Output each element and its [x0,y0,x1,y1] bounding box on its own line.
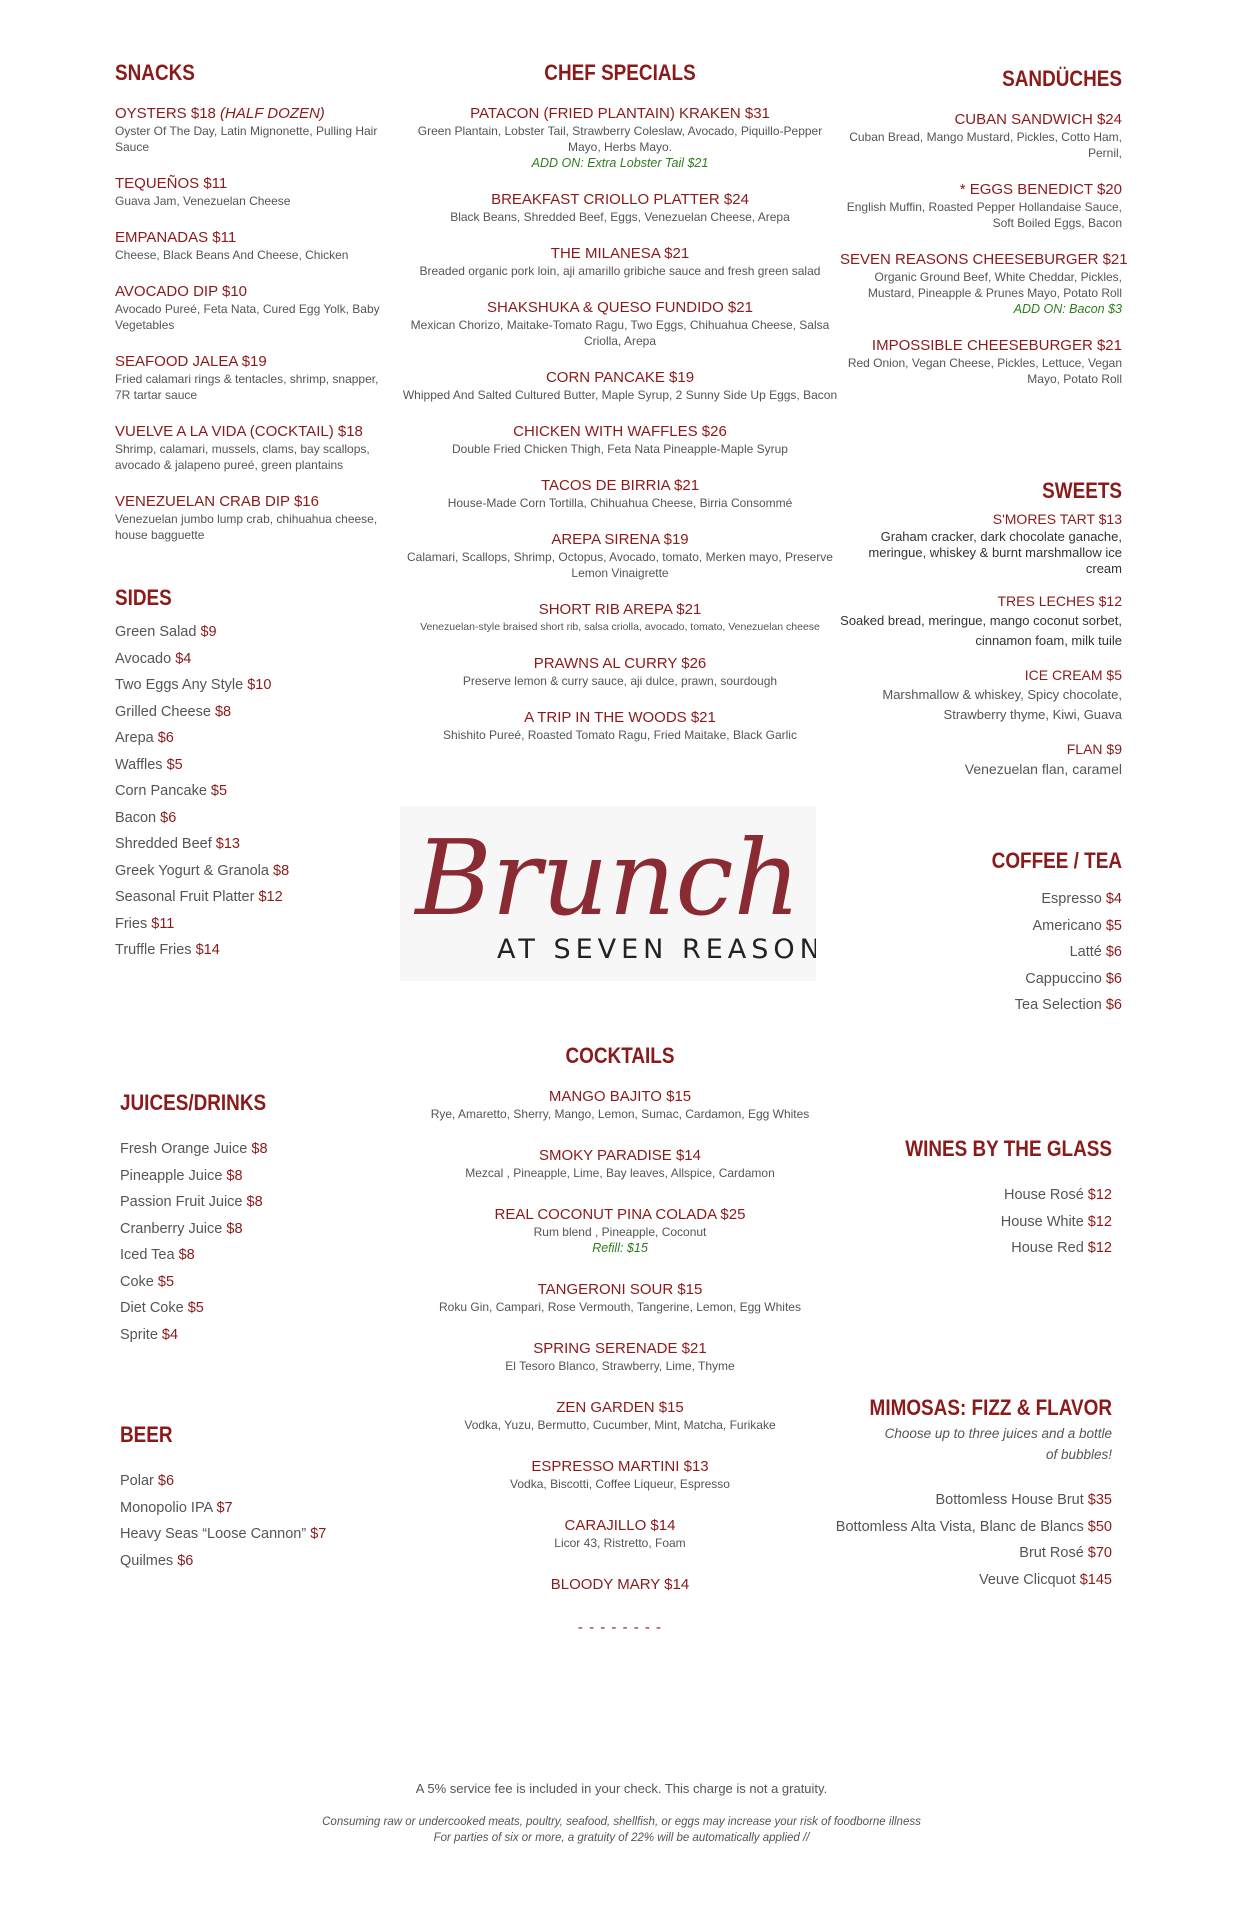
snack-name: OYSTERS $18 [115,105,221,122]
chef-specials-title: CHEF SPECIALS [544,60,696,85]
beer-section [120,1422,380,1574]
special-item [400,190,840,225]
chef-specials-list [400,104,840,743]
mimosa-item: Bottomless Alta Vista, Blanc de Blancs $50 [835,1518,1112,1535]
snacks-list [115,104,385,543]
side-item: Avocado $4 [115,650,192,667]
snack-desc: Fried calamari rings & tentacles, shrimp, snapper, 7R tartar sauce [115,372,379,402]
special-desc: Whipped And Salted Cultured Butter, Maple Syrup, 2 Sunny Side Up Eggs, Bacon [402,388,838,402]
side-item: Arepa $6 [115,730,174,746]
special-item [400,244,840,279]
juice-item: Diet Coke $5 [120,1300,204,1316]
cocktail-refill: Refill: $15 [592,1241,648,1255]
cocktail-desc: Rum blend , Pineapple, Coconut [533,1225,707,1239]
special-name: CHICKEN WITH WAFFLES $26 [513,423,727,440]
special-name: BREAKFAST CRIOLLO PLATTER $24 [491,191,749,208]
cocktail-item [400,1280,840,1315]
special-desc: Green Plantain, Lobster Tail, Strawberry Coleslaw, Avocado, Piquillo-Pepper Mayo, Herbs Mayo. [417,124,823,154]
sweets-list [840,510,1122,779]
sweet-desc: Graham cracker, dark chocolate ganache, meringue, whiskey & burnt marshmallow ice cream [868,529,1122,576]
cocktail-item [400,1398,840,1433]
sanduches-title: SANDÜCHES [1002,66,1122,91]
side-item: Fries $11 [115,915,175,932]
side-item: Waffles $5 [115,756,183,773]
cocktail-name: BLOODY MARY $14 [550,1576,690,1593]
coffee-list [880,886,1122,1019]
sandwich-item [840,180,1122,231]
special-desc: Preserve lemon & curry sauce, aji dulce, prawn, sourdough [462,674,778,688]
special-desc: Double Fried Chicken Thigh, Feta Nata Pineapple-Maple Syrup [452,442,788,456]
sandwich-desc: Red Onion, Vegan Cheese, Pickles, Lettuce, Vegan Mayo, Potato Roll [847,356,1122,386]
special-item [400,422,840,457]
gratuity-note: For parties of six or more, a gratuity of 22% will be automatically applied // [433,1832,810,1844]
sweet-desc: Soaked bread, meringue, mango coconut sorbet, cinnamon foam, milk tuile [840,613,1122,648]
juices-title: JUICES/DRINKS [120,1090,267,1115]
snack-desc: Avocado Pureé, Feta Nata, Cured Egg Yolk, Baby Vegetables [115,302,380,332]
juice-item: Passion Fruit Juice $8 [120,1194,263,1210]
snack-item [115,352,385,403]
cocktail-desc: Vodka, Biscotti, Coffee Liqueur, Espresso [510,1477,730,1491]
cocktail-desc: Roku Gin, Campari, Rose Vermouth, Tangerine, Lemon, Egg Whites [439,1300,801,1314]
beer-item: Heavy Seas “Loose Cannon” $7 [120,1526,327,1542]
special-desc: Shishito Pureé, Roasted Tomato Ragu, Fried Maitake, Black Garlic [443,728,797,742]
snack-item [115,282,385,333]
special-item [400,530,840,581]
cocktail-item [400,1339,840,1374]
sandwich-addon: ADD ON: Bacon $3 [1013,302,1122,316]
cocktail-item [400,1575,840,1594]
cocktail-item [400,1516,840,1551]
special-name: SHAKSHUKA & QUESO FUNDIDO $21 [487,299,753,316]
cocktail-desc: Rye, Amaretto, Sherry, Mango, Lemon, Sumac, Cardamon, Egg Whites [430,1107,810,1121]
brunch-subtitle: AT SEVEN REASONS [497,934,816,965]
snack-name: EMPANADAS $11 [115,229,237,246]
wines-list [860,1182,1112,1262]
sweets-title: SWEETS [1042,478,1122,503]
snack-desc: Venezuelan jumbo lump crab, chihuahua cheese, house bagguette [115,512,378,542]
side-item: Greek Yogurt & Granola $8 [115,862,290,879]
special-item [400,476,840,511]
juice-item: Cranberry Juice $8 [120,1220,243,1237]
beer-list [120,1468,380,1574]
sandwich-name: * EGGS BENEDICT $20 [959,181,1122,198]
special-item [400,600,840,635]
cocktail-name: ESPRESSO MARTINI $13 [531,1458,709,1475]
sanduches-list [840,110,1128,387]
snack-name: VUELVE A LA VIDA (COCKTAIL) $18 [115,423,363,440]
special-name: AREPA SIRENA $19 [551,531,689,548]
sandwich-item [840,110,1122,161]
sandwich-name: CUBAN SANDWICH $24 [954,111,1122,128]
mimosas-section [820,1395,1112,1593]
special-desc: Black Beans, Shredded Beef, Eggs, Venezuelan Cheese, Arepa [450,210,790,224]
brunch-logo-art [400,806,816,981]
brunch-logo [400,806,816,981]
special-name: PATACON (FRIED PLANTAIN) KRAKEN $31 [470,105,770,122]
juices-section [120,1090,380,1348]
beer-item: Quilmes $6 [120,1552,194,1569]
sweet-item [840,666,1122,725]
wines-title: WINES BY THE GLASS [905,1136,1112,1161]
special-item [400,708,840,743]
side-item: Seasonal Fruit Platter $12 [115,889,283,905]
snack-name: SEAFOOD JALEA $19 [115,353,267,370]
sandwich-name: IMPOSSIBLE CHEESEBURGER $21 [871,337,1122,354]
side-item: Grilled Cheese $8 [115,703,232,720]
snack-name: TEQUEÑOS $11 [115,175,228,192]
wines-section [860,1136,1112,1262]
coffee-title: COFFEE / TEA [991,848,1122,873]
mimosa-item: Veuve Clicquot $145 [978,1571,1112,1588]
snack-item [115,422,385,473]
juice-item: Iced Tea $8 [120,1247,195,1263]
coffee-item: Tea Selection $6 [1014,997,1122,1013]
cocktail-name: SMOKY PARADISE $14 [538,1147,701,1164]
sweet-desc: Venezuelan flan, caramel [964,761,1122,777]
side-item: Truffle Fries $14 [115,942,220,958]
special-desc: Venezuelan-style braised short rib, salsa criolla, avocado, tomato, Venezuelan cheese [420,621,820,633]
juice-item: Sprite $4 [120,1326,179,1343]
cocktails-section [400,1043,840,1637]
snacks-section [115,60,385,562]
sanduches-section [840,66,1128,406]
sandwich-name: SEVEN REASONS CHEESEBURGER $21 [840,251,1128,268]
snack-name: AVOCADO DIP $10 [115,283,247,300]
cocktail-name: ZEN GARDEN $15 [556,1399,684,1416]
juice-item: Fresh Orange Juice $8 [120,1141,268,1157]
sweet-desc: Marshmallow & whiskey, Spicy chocolate, Strawberry thyme, Kiwi, Guava [882,687,1122,722]
beer-title: BEER [120,1422,173,1447]
mimosa-item: Brut Rosé $70 [1019,1545,1112,1561]
cocktail-desc: Vodka, Yuzu, Bermutto, Cucumber, Mint, Matcha, Furikake [464,1418,776,1432]
special-name: SHORT RIB AREPA $21 [538,601,702,618]
side-item: Shredded Beef $13 [115,836,240,852]
side-item: Bacon $6 [115,809,177,826]
cocktail-item [400,1205,840,1256]
sweet-name: S'MORES TART $13 [992,511,1122,527]
cocktail-name: TANGERONI SOUR $15 [537,1281,703,1298]
beer-item: Polar $6 [120,1473,175,1489]
snack-desc: Guava Jam, Venezuelan Cheese [115,194,291,208]
chef-specials-section [400,60,840,762]
sweet-name: FLAN $9 [1066,741,1122,757]
beer-item: Monopolio IPA $7 [120,1499,233,1516]
special-desc: Calamari, Scallops, Shrimp, Octopus, Avocado, tomato, Merken mayo, Preserve Lemon Vinaigrette [407,550,833,580]
snack-desc: Shrimp, calamari, mussels, clams, bay scallops, avocado & jalapeno pureé, green plantains [115,442,370,472]
sides-list [115,619,375,964]
special-desc: Breaded organic pork loin, aji amarillo gribiche sauce and fresh green salad [419,264,821,278]
cocktails-title: COCKTAILS [565,1043,675,1068]
snack-name: VENEZUELAN CRAB DIP $16 [115,493,319,510]
sweet-name: TRES LECHES $12 [997,593,1122,609]
special-name: CORN PANCAKE $19 [545,369,695,386]
cocktail-item [400,1146,840,1181]
special-desc: House-Made Corn Tortilla, Chihuahua Cheese, Birria Consommé [447,496,793,510]
snack-item [115,228,385,263]
sweet-item [840,740,1122,779]
cocktails-divider: - - - - - - - - [577,1619,663,1636]
coffee-section [880,848,1122,1019]
special-name: THE MILANESA $21 [550,245,690,262]
cocktails-list [400,1087,840,1637]
wine-item: House Rosé $12 [1003,1187,1112,1203]
wine-item: House White $12 [1000,1213,1112,1230]
cocktail-desc: El Tesoro Blanco, Strawberry, Lime, Thyme [505,1359,735,1373]
special-item [400,298,840,349]
sides-section [115,585,375,964]
snack-desc: Cheese, Black Beans And Cheese, Chicken [115,248,349,262]
sandwich-desc: English Muffin, Roasted Pepper Hollandaise Sauce, Soft Boiled Eggs, Bacon [846,200,1122,230]
mimosas-subtitle: Choose up to three juices and a bottle of bubbles! [884,1426,1112,1462]
coffee-item: Latté $6 [1069,944,1122,960]
sweets-section [840,478,1122,798]
snack-item [115,104,385,155]
special-item [400,104,840,171]
side-item: Green Salad $9 [115,624,217,640]
special-addon: ADD ON: Extra Lobster Tail $21 [531,156,709,170]
mimosas-title: MIMOSAS: FIZZ & FLAVOR [869,1395,1112,1420]
brunch-script: Brunch [415,817,801,939]
mimosas-list [820,1487,1112,1593]
cocktail-name: REAL COCONUT PINA COLADA $25 [494,1206,746,1223]
cocktail-item [400,1087,840,1122]
juice-item: Pineapple Juice $8 [120,1167,243,1184]
juices-list [120,1136,380,1348]
mimosa-item: Bottomless House Brut $35 [935,1492,1112,1508]
cocktail-item [400,1457,840,1492]
snack-item [115,492,385,543]
snack-note: (HALF DOZEN) [220,105,325,122]
coffee-item: Cappuccino $6 [1025,970,1122,987]
sweet-name: ICE CREAM $5 [1024,667,1122,683]
special-name: A TRIP IN THE WOODS $21 [524,709,716,726]
snack-desc: Oyster Of The Day, Latin Mignonette, Pulling Hair Sauce [115,124,378,154]
coffee-item: Espresso $4 [1041,891,1122,907]
side-item: Two Eggs Any Style $10 [115,677,272,693]
sandwich-desc: Cuban Bread, Mango Mustard, Pickles, Cotto Ham, Pernil, [849,130,1122,160]
sweet-item [840,510,1122,577]
sides-title: SIDES [115,585,172,610]
cocktail-desc: Licor 43, Ristretto, Foam [554,1536,686,1550]
snack-item [115,174,385,209]
sweet-item [840,592,1122,651]
special-item [400,368,840,403]
service-fee-note: A 5% service fee is included in your check. This charge is not a gratuity. [415,1781,828,1796]
cocktail-name: CARAJILLO $14 [564,1517,676,1534]
cocktail-name: SPRING SERENADE $21 [533,1340,707,1357]
special-name: PRAWNS AL CURRY $26 [533,655,707,672]
wine-item: House Red $12 [1011,1240,1112,1256]
juice-item: Coke $5 [120,1273,175,1290]
sandwich-item [840,250,1128,317]
foodborne-warning: Consuming raw or undercooked meats, poultry, seafood, shellfish, or eggs may increase your risk of foodborne illness [322,1816,921,1828]
cocktail-desc: Mezcal , Pineapple, Lime, Bay leaves, Allspice, Cardamon [465,1166,775,1180]
snacks-title: SNACKS [115,60,195,85]
special-name: TACOS DE BIRRIA $21 [540,477,700,494]
sandwich-desc: Organic Ground Beef, White Cheddar, Pickles, Mustard, Pineapple & Prunes Mayo, Potato Roll [867,270,1122,300]
special-desc: Mexican Chorizo, Maitake-Tomato Ragu, Two Eggs, Chihuahua Cheese, Salsa Criolla, Arepa [410,318,830,348]
sandwich-item [840,336,1122,387]
special-item [400,654,840,689]
side-item: Corn Pancake $5 [115,783,228,799]
cocktail-name: MANGO BAJITO $15 [548,1088,692,1105]
coffee-item: Americano $5 [1032,917,1122,934]
